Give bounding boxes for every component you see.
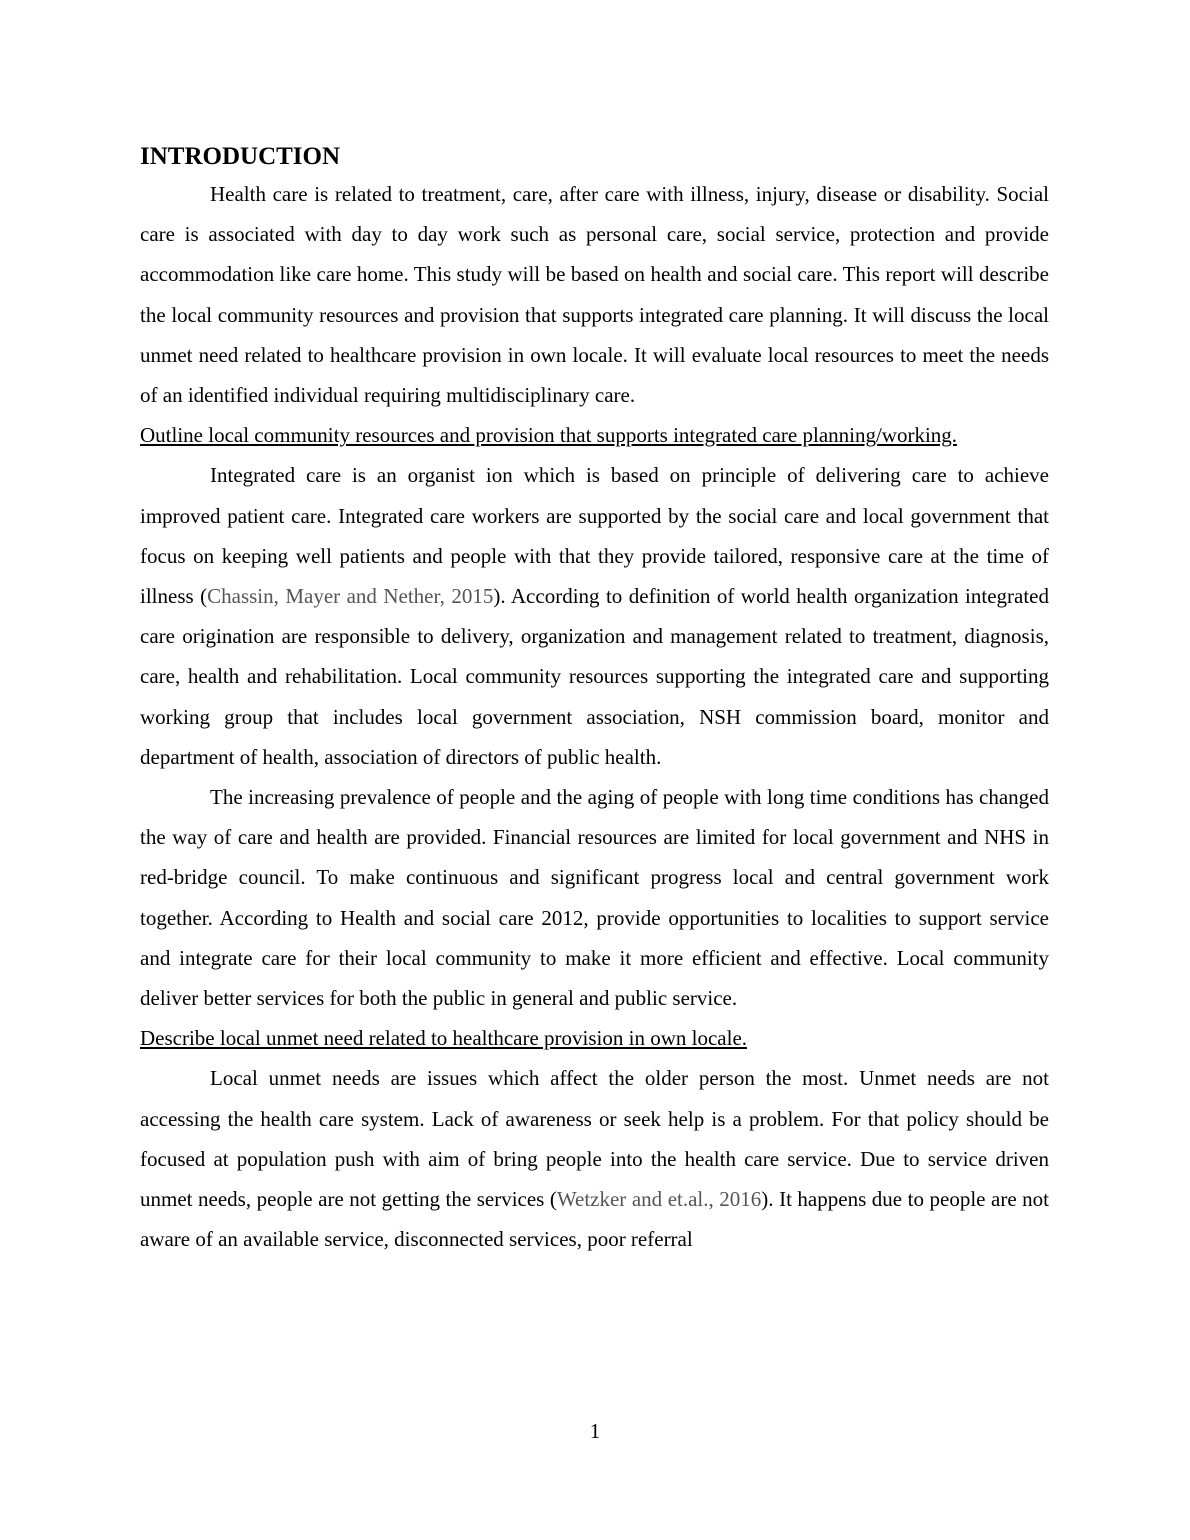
unmet-needs-paragraph: [140, 1058, 1049, 1259]
paragraph-text: ). It happens due to people are not aware of an available service, disconnected services, poor referral: [140, 1187, 1050, 1252]
citation-chassin: Chassin, Mayer and Nether, 2015: [207, 584, 494, 609]
paragraph-text: Integrated care is an organist ion which is based on principle of delivering care to achieve improved patient care. Integrated care workers are supported by the social care and local government that focus on keeping well patients and people with that they provide tailored, responsive care at the time of illness (: [140, 463, 1049, 609]
section-heading-introduction: INTRODUCTION: [140, 143, 341, 170]
section-title-unmet-need: Describe local unmet need related to healthcare provision in own locale.: [140, 1026, 748, 1051]
page-content: [140, 140, 1049, 1259]
integrated-care-paragraph: [140, 455, 1049, 777]
page-number: 1: [589, 1419, 601, 1443]
intro-paragraph: Health care is related to treatment, care, after care with illness, injury, disease or disability. Social care is associated with day to day work such as personal care, social service, protection and provide accommodation like care home. This study will be based on health and social care. This report will describe the local community resources and provision that supports integrated care planning. It will discuss the local unmet need related to healthcare provision in own locale. It will evaluate local resources to meet the needs of an identified individual requiring multidisciplinary care.: [140, 182, 1049, 408]
paragraph-text: ). According to definition of world health organization integrated care origination are responsible to delivery, organization and management related to treatment, diagnosis, care, health and rehabilitation. Local community resources supporting the integrated care and supporting working group that includes local government association, NSH commission board, monitor and department of health, association of directors of public health.: [140, 584, 1049, 769]
paragraph-text: Local unmet needs are issues which affect the older person the most. Unmet needs are not accessing the health care system. Lack of awareness or seek help is a problem. For that policy should be focused at population push with aim of bring people into the health care service. Due to service driven unmet needs, people are not getting the services (: [140, 1066, 1049, 1212]
citation-wetzker: Wetzker and et.al., 2016: [556, 1187, 762, 1212]
section-title-community-resources: Outline local community resources and provision that supports integrated care planning/working.: [140, 423, 958, 448]
prevalence-paragraph: The increasing prevalence of people and the aging of people with long time conditions has changed the way of care and health are provided. Financial resources are limited for local government and NHS in red-bridge council. To make continuous and significant progress local and central government work together. According to Health and social care 2012, provide opportunities to localities to support service and integrate care for their local community to make it more efficient and effective. Local community deliver better services for both the public in general and public service.: [140, 785, 1049, 1011]
